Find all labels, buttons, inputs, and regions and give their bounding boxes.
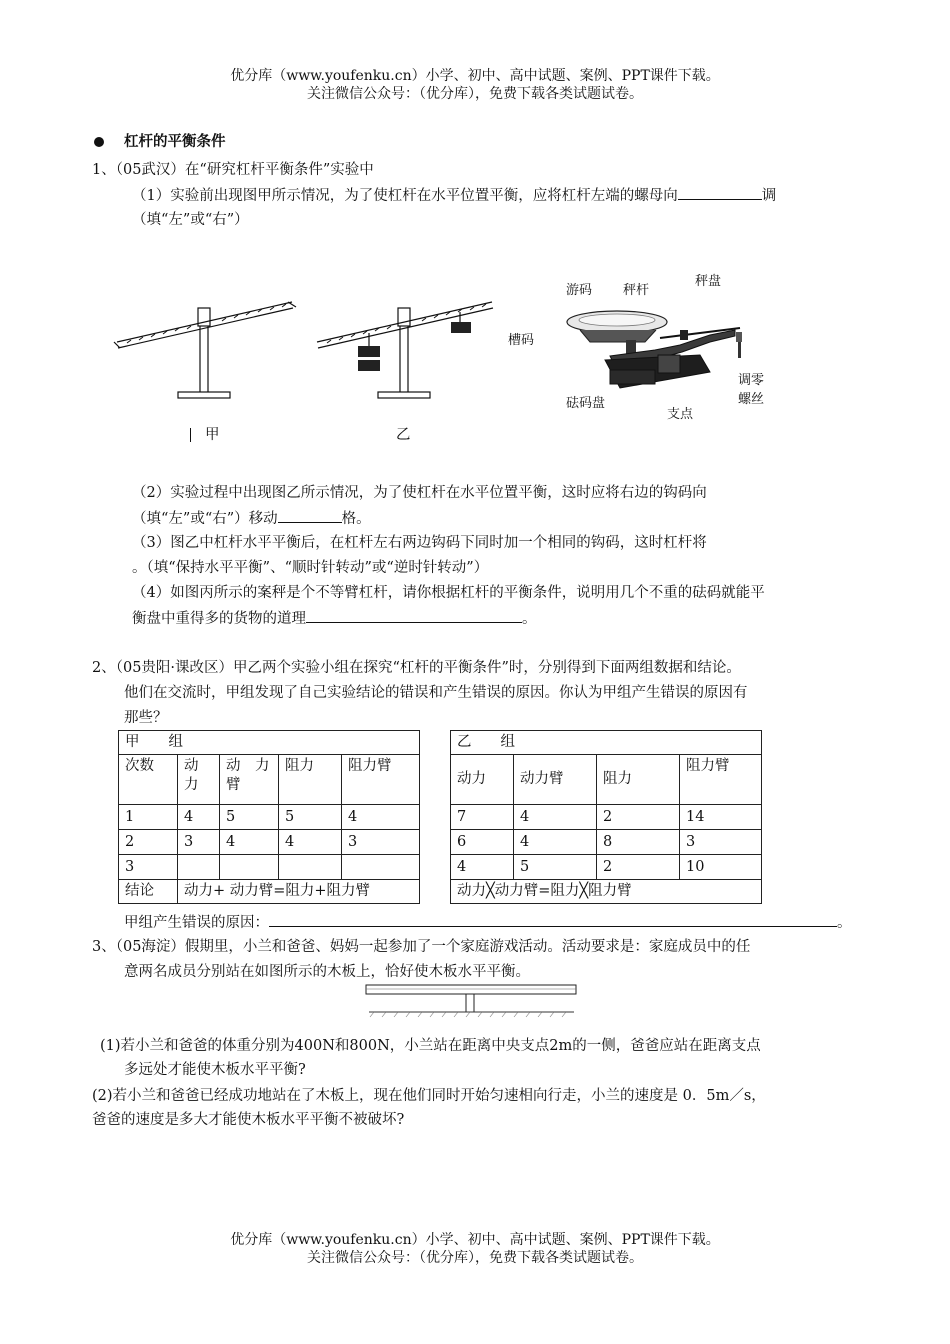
q1-part2-line2 <box>132 508 371 529</box>
lever-figure-jia <box>112 290 302 410</box>
answer-blank <box>269 912 837 927</box>
table-jia-header: 动 力 臂 <box>220 755 279 805</box>
footer-line-2: 关注微信公众号：（优分库），免费下载各类试题试卷。 <box>307 1250 643 1266</box>
answer-blank <box>678 185 762 200</box>
table-row <box>451 855 762 880</box>
label-youma: 游码 <box>566 283 593 298</box>
table-cell: 2 <box>119 830 178 855</box>
table-row <box>119 830 420 855</box>
table-cell: 10 <box>680 855 762 880</box>
table-cell: 5 <box>279 805 342 830</box>
label-caoma: 槽码 <box>508 333 535 348</box>
q2-line-2: 他们在交流时，甲组发现了自己实验结论的错误和产生错误的原因。你认为甲组产生错误的原因有 <box>124 685 748 701</box>
q1-part1-line1 <box>132 185 776 206</box>
table-row <box>451 805 762 830</box>
table-jia-conclusion-label: 结论 <box>119 880 178 904</box>
table-jia-title: 甲 组 <box>119 731 420 755</box>
q1-part1-text: （1）实验前出现图甲所示情况，为了使杠杆在水平位置平衡，应将杠杆左端的螺母向 <box>132 188 678 204</box>
table-cell: 4 <box>178 805 220 830</box>
table-yi-header: 阻力臂 <box>680 755 762 805</box>
table-cell: 1 <box>119 805 178 830</box>
footer-line-1: 优分库（www.youfenku.cn）小学、初中、高中试题、案例、PPT课件下载。 <box>230 1232 720 1248</box>
table-yi-conclusion: 动力╳动力臂=阻力╳阻力臂 <box>451 880 762 904</box>
table-cell: 6 <box>451 830 514 855</box>
table-yi-header: 动力 <box>451 755 514 805</box>
q3-sub1-line2: 多远处才能使木板水平平衡? <box>124 1062 306 1078</box>
table-jia-conclusion: 动力+ 动力臂=阻力+阻力臂 <box>178 880 420 904</box>
q1-part4-text: 衡盘中重得多的货物的道理 <box>132 611 306 627</box>
q2-error-end: 。 <box>837 915 852 931</box>
table-row <box>119 805 420 830</box>
lever-figure-yi <box>312 290 502 410</box>
q1-stem: 1、（05武汉）在“研究杠杆平衡条件”实验中 <box>92 162 374 178</box>
table-cell: 3 <box>119 855 178 880</box>
q2-line-3: 那些？ <box>124 710 168 726</box>
table-cell <box>178 855 220 880</box>
table-cell: 4 <box>514 830 597 855</box>
platform-scale-figure <box>560 300 760 410</box>
fig-label-jia: 甲 <box>205 427 220 443</box>
q3-line-1: 3、（05海淀）假期里，小兰和爸爸、妈妈一起参加了一个家庭游戏活动。活动要求是：家庭成员中的任 <box>92 939 751 955</box>
q1-part2-line1: （2）实验过程中出现图乙所示情况，为了使杠杆在水平位置平衡，这时应将右边的钩码向 <box>132 485 707 501</box>
label-luosi: 螺丝 <box>738 392 765 407</box>
label-zhidian: 支点 <box>667 407 694 422</box>
table-yi-header: 动力臂 <box>514 755 597 805</box>
q1-part1-end: 调 <box>761 188 777 204</box>
table-cell: 4 <box>279 830 342 855</box>
table-cell: 2 <box>597 855 680 880</box>
table-cell <box>279 855 342 880</box>
table-cell <box>342 855 420 880</box>
table-yi <box>450 730 762 904</box>
q3-sub2-line1: (2)若小兰和爸爸已经成功地站在了木板上，现在他们同时开始匀速相向行走，小兰的速度是 0．5m／s， <box>92 1088 766 1104</box>
table-yi-title: 乙 组 <box>451 731 762 755</box>
q3-sub1-line1: (1)若小兰和爸爸的体重分别为400N和800N，小兰站在距离中央支点2m的一侧，爸爸应站在距离支点 <box>100 1038 761 1054</box>
figure-mark <box>190 428 193 442</box>
table-cell: 3 <box>680 830 762 855</box>
label-famapan: 砝码盘 <box>566 396 606 411</box>
table-cell: 3 <box>178 830 220 855</box>
bullet-icon <box>94 137 104 147</box>
table-cell: 4 <box>220 830 279 855</box>
answer-blank <box>306 608 522 623</box>
table-cell: 5 <box>514 855 597 880</box>
q1-part4-line2 <box>132 608 537 629</box>
answer-blank <box>278 508 342 523</box>
table-cell <box>220 855 279 880</box>
table-cell: 14 <box>680 805 762 830</box>
q1-part1-line2: （填“左”或“右”） <box>132 212 249 228</box>
table-cell: 2 <box>597 805 680 830</box>
q1-part3-line2: 。（填“保持水平平衡”、“顺时针转动”或“逆时针转动”） <box>132 560 489 576</box>
q1-part2-end: 格。 <box>341 511 371 527</box>
table-cell: 8 <box>597 830 680 855</box>
q3-sub2-line2: 爸爸的速度是多大才能使木板水平平衡不被破坏? <box>92 1112 405 1128</box>
table-jia-header: 动 力 <box>178 755 220 805</box>
table-jia <box>118 730 420 904</box>
q1-part4-end: 。 <box>522 611 537 627</box>
table-cell: 4 <box>514 805 597 830</box>
table-cell: 3 <box>342 830 420 855</box>
q2-error-line <box>124 912 852 933</box>
q2-line-1: 2、（05贵阳·课改区）甲乙两个实验小组在探究“杠杆的平衡条件”时，分别得到下面两组数据和结论。 <box>92 660 741 676</box>
table-cell: 7 <box>451 805 514 830</box>
q3-line-2: 意两名成员分别站在如图所示的木板上，恰好使木板水平平衡。 <box>124 964 530 980</box>
q1-part4-line1: （4）如图丙所示的案秤是个不等臂杠杆，请你根据杠杆的平衡条件，说明用几个不重的砝码就能平 <box>132 585 765 601</box>
q1-part3-line1: （3）图乙中杠杆水平平衡后，在杠杆左右两边钩码下同时加一个相同的钩码，这时杠杆将 <box>132 535 707 551</box>
table-cell: 4 <box>451 855 514 880</box>
table-row <box>119 855 420 880</box>
fig-label-yi: 乙 <box>396 427 411 443</box>
table-row <box>451 830 762 855</box>
table-cell: 5 <box>220 805 279 830</box>
section-title: 杠杆的平衡条件 <box>124 134 226 150</box>
table-yi-header: 阻力 <box>597 755 680 805</box>
table-jia-header: 阻力臂 <box>342 755 420 805</box>
q2-error-label: 甲组产生错误的原因： <box>124 915 269 931</box>
q1-part2-text: （填“左”或“右”）移动 <box>132 511 278 527</box>
header-line-2: 关注微信公众号：（优分库），免费下载各类试题试卷。 <box>307 86 643 102</box>
table-jia-header: 次数 <box>119 755 178 805</box>
table-cell: 4 <box>342 805 420 830</box>
table-jia-header: 阻力 <box>279 755 342 805</box>
header-line-1: 优分库（www.youfenku.cn）小学、初中、高中试题、案例、PPT课件下载。 <box>230 68 720 84</box>
label-chengpan: 秤盘 <box>695 274 722 289</box>
seesaw-board-figure <box>364 982 580 1022</box>
label-tiaoling: 调零 <box>738 373 765 388</box>
label-chenggan: 秤杆 <box>623 283 650 298</box>
